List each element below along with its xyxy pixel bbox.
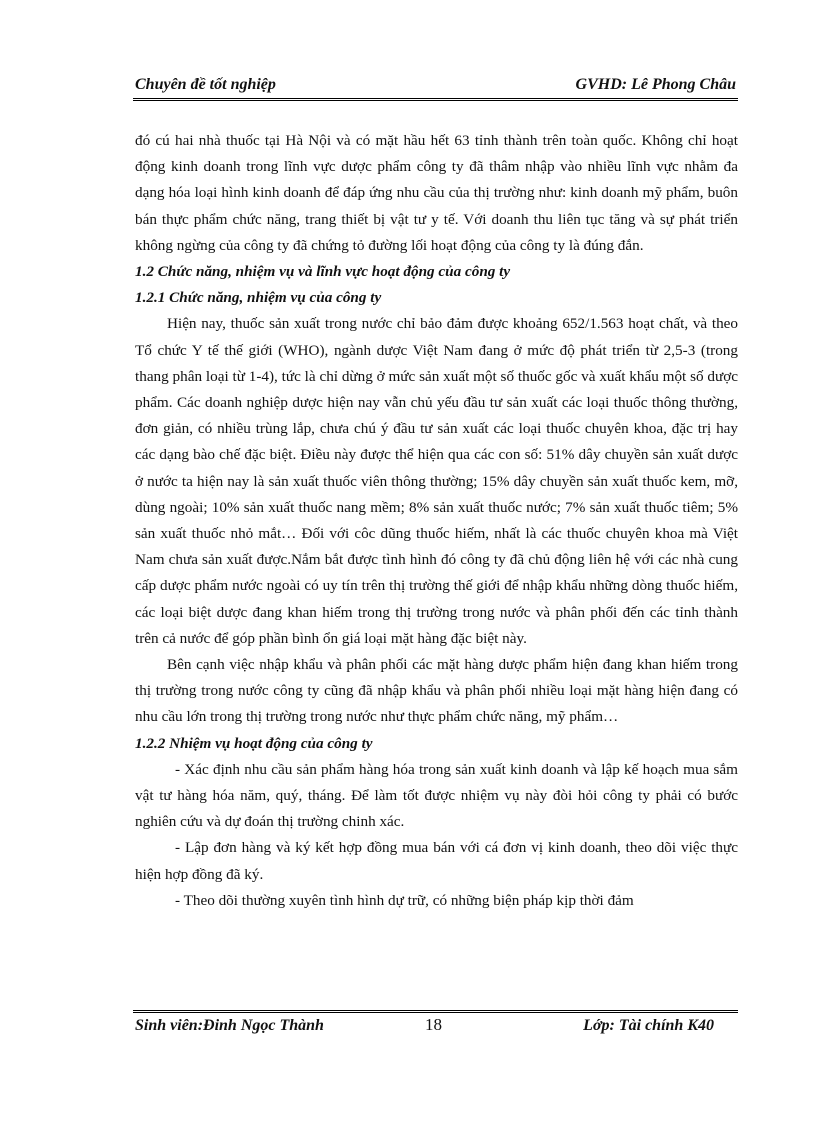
section-heading-1-2-1: 1.2.1 Chức năng, nhiệm vụ của công ty [135,289,382,307]
paragraph-import: Bên cạnh việc nhập khẩu và phân phối các mặt hàng dược phẩm hiện đang khan hiếm trong thị trường trong nước công ty cũng đã nhập khẩu và phân phối nhiều loại mặt hàng hiện đang có nhu cầu lớn trong thị trường trong nước như thực phẩm chức năng, mỹ phẩm… [135,656,738,726]
header-title: Chuyên đề tốt nghiệp [135,76,276,93]
header-supervisor: GVHD: Lê Phong Châu [575,76,736,93]
task-item: - Xác định nhu cầu sản phẩm hàng hóa trong sản xuất kinh doanh và lập kế hoạch mua sắm vật tư hàng hóa năm, quý, tháng. Để làm tốt được nhiệm vụ này đòi hỏi công ty phải có bước nghiên cứu và dự đoán thị trường chinh xác. [135,760,738,831]
section-heading-1-2-2: 1.2.2 Nhiệm vụ hoạt động của công ty [135,734,373,752]
task-item: - Lập đơn hàng và ký kết hợp đồng mua bán với cá đơn vị kinh doanh, theo dõi việc thực hiện hợp đồng đã ký. [135,839,738,883]
page-footer [133,1010,738,1041]
page-content [135,128,738,914]
footer-student: Sinh viên:Đinh Ngọc Thành [135,1017,324,1034]
paragraph-function: Hiện nay, thuốc sản xuất trong nước chỉ bảo đảm được khoảng 652/1.563 hoạt chất, và theo Tổ chức Y tế thế giới (WHO), ngành dược Việt Nam đang ở mức độ phát triển từ 2,5-3 (trong thang phân loại từ 1-4), tức là chỉ dừng ở mức sản xuất một số thuốc gốc và xuất khẩu một số dược phẩm. Các doanh nghiệp dược hiện nay vẫn chủ yếu đầu tư sản xuất các loại thuốc thông thường, đơn giản, có nhiều trùng lắp, chưa chú ý đầu tư sản xuất các loại thuốc chuyên khoa, đặc trị hay các dạng bào chế đặc biệt. Điều này được thể hiện qua các con số: 51% dây chuyền sản xuất dược ở nước ta hiện nay là sản xuất thuốc viên thông thường; 15% dây chuyền sản xuất thuốc kem, mỡ, dùng ngoài; 10% sản xuất thuốc nang mềm; 8% sản xuất thuốc nước; 7% sản xuất thuốc tiêm; 5% sản xuất thuốc nhỏ mắt… Đối với côc dũng thuốc hiếm, nhất là các thuốc chuyên khoa mà Việt Nam chưa sản xuất được.Nắm bắt được tình hình đó công ty đã chủ động liên hệ với các nhà cung cấp dược phẩm nước ngoài có uy tín trên thị trường thế giới để nhập khẩu những dòng thuốc hiếm, các loại biệt dược đang khan hiếm trong thị trường trong nước và phân phối đến các tỉnh thành trên cả nước để góp phần bình ổn giá loại mặt hàng đặc biệt này. [135,315,738,647]
section-heading-1-2: 1.2 Chức năng, nhiệm vụ và lĩnh vực hoạt động của công ty [135,263,511,281]
page-header [133,72,738,101]
footer-class: Lớp: Tài chính K40 [583,1017,714,1034]
task-item: - Theo dõi thường xuyên tình hình dự trữ, có những biện pháp kịp thời đảm [175,891,634,909]
page-number: 18 [425,1015,442,1034]
paragraph-intro: đó cú hai nhà thuốc tại Hà Nội và có mặt hầu hết 63 tỉnh thành trên toàn quốc. Không chỉ hoạt động kinh doanh trong lĩnh vực dược phẩm công ty đã thâm nhập vào nhiều lĩnh vực nhằm đa dạng hóa loại hình kinh doanh để đáp ứng nhu cầu của thị trường như: kinh doanh mỹ phẩm, buôn bán thực phẩm chức năng, trang thiết bị vật tư y tế. Với doanh thu liên tục tăng và sự phát triển không ngừng của công ty đã chứng tỏ đường lối hoạt động của công ty là đúng đắn. [135,132,738,254]
